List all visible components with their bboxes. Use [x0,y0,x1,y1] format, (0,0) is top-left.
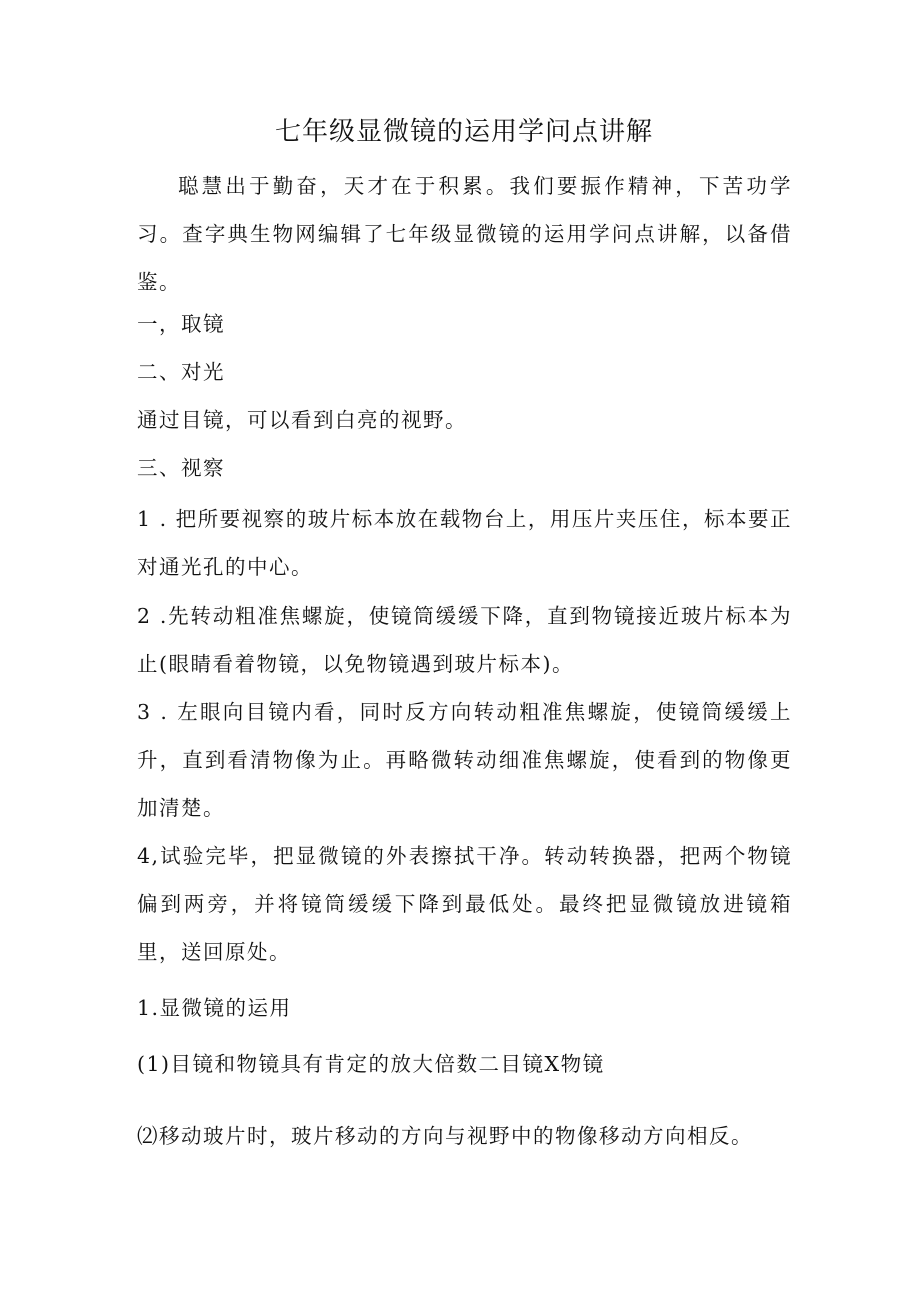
intro-paragraph: 聪慧出于勤奋，天才在于积累。我们要振作精神，下苦功学习。查字典生物网编辑了七年级显微镜的运用学问点讲解，以备借鉴。 [137,174,792,294]
step-1-paragraph: 1 . 把所要视察的玻片标本放在载物台上，用压片夹压住，标本要正对通光孔的中心。 [137,507,792,579]
step-3-paragraph: 3 . 左眼向目镜内看，同时反方向转动粗准焦螺旋，使镜筒缓缓上升，直到看清物像为止。再略微转动细准焦螺旋，使看到的物像更加清楚。 [137,700,792,820]
heading-take-microscope: 一，取镜 [137,312,225,336]
step-2-paragraph: 2 .先转动粗准焦螺旋，使镜筒缓缓下降，直到物镜接近玻片标本为止(眼睛看着物镜，以免物镜遇到玻片标本)。 [137,604,792,676]
usage-item-2: ⑵移动玻片时，玻片移动的方向与视野中的物像移动方向相反。 [137,1124,753,1148]
light-adjust-text: 通过目镜，可以看到白亮的视野。 [137,408,467,432]
step-4-paragraph: 4,试验完毕，把显微镜的外表擦拭干净。转动转换器，把两个物镜偏到两旁，并将镜筒缓缓下降到最低处。最终把显微镜放进镜箱里，送回原处。 [137,844,792,964]
heading-light-adjust: 二、对光 [137,360,225,384]
usage-item-1: (1)目镜和物镜具有肯定的放大倍数二目镜X物镜 [137,1052,605,1076]
page-title: 七年级显微镜的运用学问点讲解 [274,117,653,147]
heading-observe: 三、视察 [137,456,225,480]
usage-heading: 1.显微镜的运用 [137,996,292,1020]
